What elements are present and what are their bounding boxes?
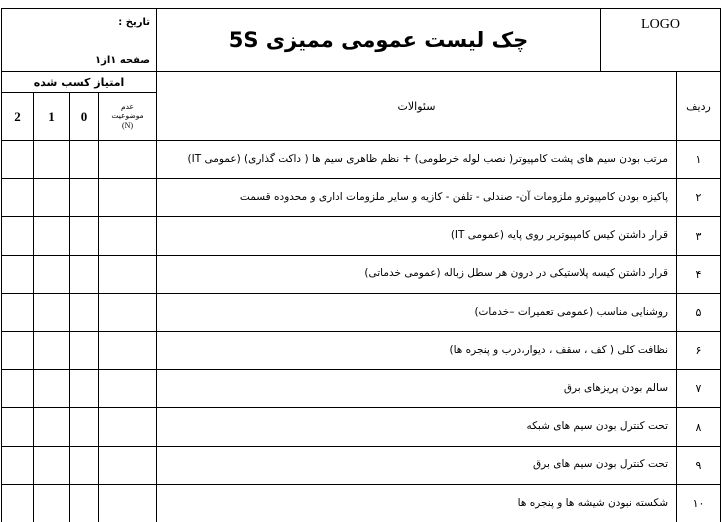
score-cell-na (99, 256, 157, 293)
score-col-2-header (2, 93, 34, 140)
table-header-band (2, 9, 720, 72)
question-text: قرار داشتن کیس کامپیوتربر روی پایه (عمومی IT) (157, 217, 677, 254)
question-text: قرار داشتن کیسه پلاستیکی در درون هر سطل زباله (عمومی خدماتی) (157, 256, 677, 293)
score-cell-0 (70, 217, 99, 254)
score-cell-1 (34, 485, 70, 522)
logo-cell (601, 9, 720, 71)
score-col-0-header (70, 93, 99, 140)
score-cell-2 (2, 408, 34, 445)
score-cell-2 (2, 179, 34, 216)
row-number: ۵ (695, 305, 702, 319)
date-page-cell (2, 9, 157, 71)
row-number-column-header: ردیف (686, 99, 711, 113)
score-cell-2 (2, 294, 34, 331)
question-text: نظافت کلی ( کف ، سقف ، دیوار،درب و پنجره ها) (157, 332, 677, 369)
score-cell-1 (34, 141, 70, 178)
score-cell-0 (70, 485, 99, 522)
score-cell-2 (2, 447, 34, 484)
score-cell-1 (34, 294, 70, 331)
score-cell-na (99, 447, 157, 484)
score-cell-1 (34, 447, 70, 484)
score-cell-2 (2, 485, 34, 522)
score-1-label: 1 (48, 108, 55, 124)
score-cell-0 (70, 408, 99, 445)
score-cell-0 (70, 447, 99, 484)
score-cell-na (99, 217, 157, 254)
score-cell-na (99, 294, 157, 331)
score-obtained-header: امتیاز کسب شده (2, 72, 156, 93)
score-cell-1 (34, 179, 70, 216)
score-2-label: 2 (14, 108, 21, 124)
score-cell-0 (70, 141, 99, 178)
question-text: شکسته نبودن شیشه ها و پنجره ها (157, 485, 677, 522)
question-text: تحت کنترل بودن سیم های برق (157, 447, 677, 484)
table-row (2, 217, 720, 255)
row-number: ۱۰ (692, 496, 705, 510)
table-row (2, 408, 720, 446)
na-label-line1: عدم (120, 101, 135, 111)
score-cell-na (99, 485, 157, 522)
score-cell-na (99, 332, 157, 369)
score-cell-2 (2, 141, 34, 178)
question-text: مرتب بودن سیم های پشت کامپیوتر( نصب لوله خرطومی) + نظم ظاهری سیم ها ( داکت گذاری) (عمومی IT) (157, 141, 677, 178)
score-cell-na (99, 141, 157, 178)
table-row (2, 370, 720, 408)
page-title: چک لیست عمومی ممیزی 5S (228, 28, 529, 52)
question-text: پاکیزه بودن کامپیوترو ملزومات آن- صندلی - تلفن - کازیه و سایر ملزومات اداری و محدوده قسمت (157, 179, 677, 216)
title-cell (157, 9, 601, 71)
date-label: تاریخ : (118, 17, 150, 28)
score-cell-1 (34, 408, 70, 445)
score-col-na-header (99, 93, 156, 140)
row-number: ۲ (695, 191, 702, 205)
row-number: ۴ (695, 267, 702, 281)
score-cell-1 (34, 256, 70, 293)
na-label-line2: موضوعیت (111, 111, 144, 121)
questions-column-header: سئوالات (157, 72, 677, 140)
score-cell-na (99, 370, 157, 407)
score-0-label: 0 (80, 108, 88, 124)
checklist-table (1, 8, 721, 522)
score-header-group (2, 72, 157, 140)
score-cell-na (99, 179, 157, 216)
score-cell-2 (2, 332, 34, 369)
table-row (2, 294, 720, 332)
score-columns (2, 93, 156, 140)
logo-placeholder: LOGO (641, 17, 680, 32)
table-row (2, 485, 720, 522)
score-cell-0 (70, 256, 99, 293)
score-cell-0 (70, 179, 99, 216)
column-header-band (2, 72, 720, 141)
question-text: تحت کنترل بودن سیم های شبکه (157, 408, 677, 445)
row-number: ۸ (695, 420, 702, 434)
question-text: سالم بودن پریزهای برق (157, 370, 677, 407)
score-cell-2 (2, 217, 34, 254)
na-label-line3: (N) (121, 121, 134, 131)
score-cell-0 (70, 294, 99, 331)
question-text: روشنایی مناسب (عمومی تعمیرات –خدمات) (157, 294, 677, 331)
table-row (2, 447, 720, 485)
page-number-label: صفحه ۱از۱ (94, 55, 150, 66)
row-number: ۶ (695, 344, 702, 358)
table-row (2, 332, 720, 370)
table-body (2, 141, 720, 522)
score-cell-1 (34, 217, 70, 254)
table-row (2, 256, 720, 294)
table-row (2, 179, 720, 217)
score-cell-1 (34, 370, 70, 407)
score-col-1-header (34, 93, 70, 140)
score-cell-0 (70, 332, 99, 369)
score-cell-2 (2, 370, 34, 407)
score-cell-2 (2, 256, 34, 293)
table-row (2, 141, 720, 179)
score-cell-0 (70, 370, 99, 407)
row-number: ۱ (695, 153, 702, 167)
row-number: ۳ (695, 229, 702, 243)
row-number: ۹ (695, 458, 702, 472)
score-cell-1 (34, 332, 70, 369)
row-number: ۷ (695, 382, 702, 396)
score-cell-na (99, 408, 157, 445)
